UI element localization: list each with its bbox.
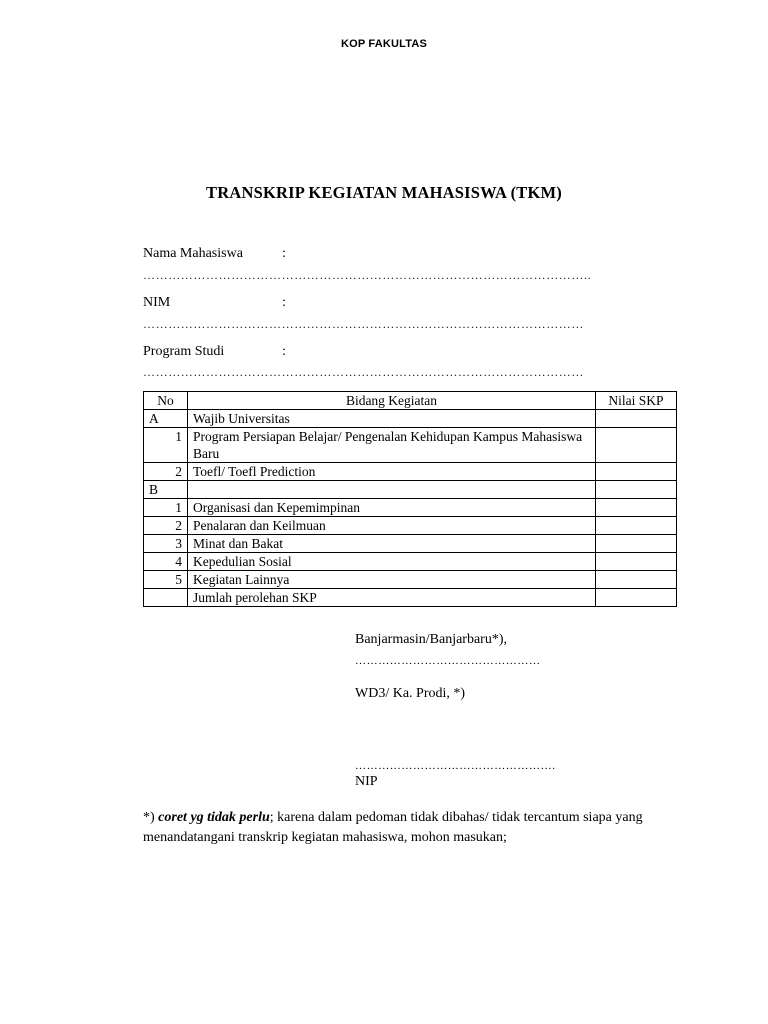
field-label-nim: NIM (143, 295, 171, 310)
field-colon-prodi: : (282, 344, 286, 359)
row-nilai (596, 481, 677, 499)
row-no: 1 (144, 428, 188, 463)
row-bidang: Toefl/ Toefl Prediction (188, 463, 596, 481)
signature-date-dots: ………………………………………… (355, 655, 541, 667)
row-nilai (596, 553, 677, 571)
footnote (143, 808, 688, 848)
row-no: 2 (144, 463, 188, 481)
row-bidang: Kepedulian Sosial (188, 553, 596, 571)
row-no: 5 (144, 571, 188, 589)
document-title: TRANSKRIP KEGIATAN MAHASISWA (TKM) (206, 183, 562, 202)
row-bidang: Kegiatan Lainnya (188, 571, 596, 589)
table-row (144, 410, 677, 428)
signature-nip: NIP (355, 774, 378, 789)
field-colon-nim: : (282, 295, 286, 310)
header-no: No (144, 392, 188, 410)
table-header-row (144, 392, 677, 410)
row-bidang: Minat dan Bakat (188, 535, 596, 553)
table-row (144, 589, 677, 607)
row-no: B (144, 481, 188, 499)
field-label-prodi: Program Studi (143, 344, 225, 359)
row-nilai (596, 499, 677, 517)
footnote-prefix: *) (143, 810, 159, 825)
row-bidang: Program Persiapan Belajar/ Pengenalan Kehidupan Kampus Mahasiswa Baru (188, 428, 596, 463)
table-row (144, 517, 677, 535)
row-bidang: Organisasi dan Kepemimpinan (188, 499, 596, 517)
signature-role: WD3/ Ka. Prodi, *) (355, 686, 466, 701)
field-dots-prodi: …………………………………………………………………………………………… (143, 365, 584, 379)
header-bidang: Bidang Kegiatan (188, 392, 596, 410)
row-no: A (144, 410, 188, 428)
signature-place: Banjarmasin/Banjarbaru*), (355, 632, 508, 647)
row-bidang: Penalaran dan Keilmuan (188, 517, 596, 535)
row-bidang: Wajib Universitas (188, 410, 596, 428)
row-nilai (596, 428, 677, 463)
row-nilai (596, 571, 677, 589)
row-bidang (188, 481, 596, 499)
activity-table (143, 391, 677, 607)
header-nilai: Nilai SKP (596, 392, 677, 410)
field-dots-nama: …………………………………………………………………………………………….. (143, 268, 592, 282)
row-no: 3 (144, 535, 188, 553)
table-row (144, 428, 677, 463)
table-row (144, 535, 677, 553)
row-no: 2 (144, 517, 188, 535)
row-nilai (596, 589, 677, 607)
field-dots-nim: …………………………………………………………………………………………… (143, 317, 584, 331)
table-row (144, 463, 677, 481)
row-nilai (596, 410, 677, 428)
signature-name-dots: ……………………………………………. (355, 760, 556, 772)
row-no: 4 (144, 553, 188, 571)
row-no (144, 589, 188, 607)
table-row (144, 571, 677, 589)
footnote-emphasis: coret yg tidak perlu (158, 810, 270, 825)
row-no: 1 (144, 499, 188, 517)
row-nilai (596, 517, 677, 535)
field-colon-nama: : (282, 246, 286, 261)
footnote-text: ; karena dalam pedoman tidak dibahas/ tidak tercantum siapa yang menandatangani transkrip kegiatan mahasiswa, mohon masukan; (143, 810, 643, 845)
table-row (144, 499, 677, 517)
table-row (144, 481, 677, 499)
table-row (144, 553, 677, 571)
row-nilai (596, 463, 677, 481)
row-bidang: Jumlah perolehan SKP (188, 589, 596, 607)
field-label-nama: Nama Mahasiswa (143, 246, 243, 261)
kop-fakultas: KOP FAKULTAS (340, 38, 428, 50)
row-nilai (596, 535, 677, 553)
